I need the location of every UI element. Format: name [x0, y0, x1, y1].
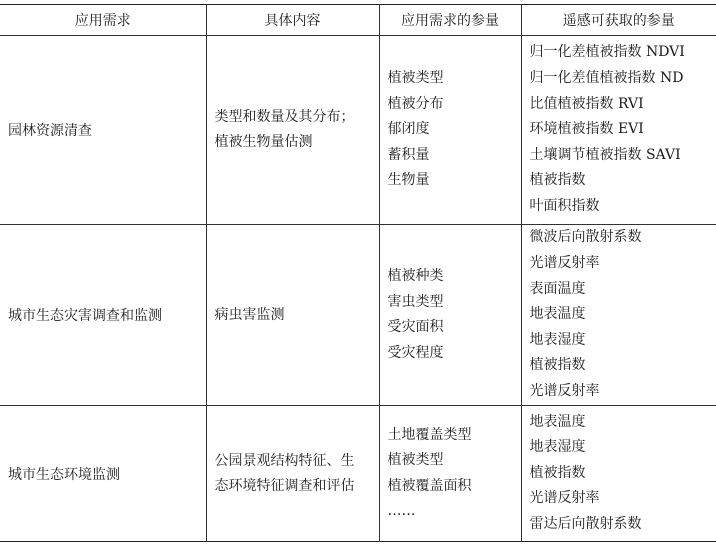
- sensed-item: 土壤调节植被指数 SAVI: [529, 146, 681, 163]
- requirement-cell: 园林资源清查: [0, 36, 206, 225]
- header-content: 具体内容: [206, 5, 379, 36]
- sensed-item: 植被指数: [529, 464, 586, 481]
- sensed-item: 环境植被指数 EVI: [529, 121, 644, 138]
- header-requirement: 应用需求: [0, 5, 206, 36]
- sensed-item: 光谱反射率: [529, 490, 600, 507]
- content-cell: [206, 406, 379, 542]
- header-params: 应用需求的参量: [379, 5, 521, 36]
- sensed-item: 比值植被指数 RVI: [529, 95, 644, 112]
- sensed-item: 地表温度: [529, 306, 586, 323]
- table-row: [0, 36, 716, 225]
- table-header-row: [0, 5, 716, 36]
- param-item: ……: [387, 503, 416, 519]
- sensed-item: 植被指数: [529, 357, 586, 374]
- requirement-cell: 城市生态环境监测: [0, 406, 206, 542]
- param-item: 生物量: [387, 172, 430, 189]
- sensed-cell: [521, 406, 716, 542]
- param-item: 受灾程度: [387, 344, 444, 361]
- params-cell: [379, 406, 521, 542]
- requirement-cell: 城市生态灾害调查和监测: [0, 225, 206, 406]
- sensed-item: 地表湿度: [529, 439, 586, 456]
- content-cell: [206, 225, 379, 406]
- content-line: 植被生物量估测: [214, 134, 313, 150]
- content-cell: [206, 36, 379, 225]
- content-line: 公园景观结构特征、生: [214, 452, 355, 469]
- content-line: 类型和数量及其分布；: [214, 109, 355, 125]
- sensed-item: 光谱反射率: [529, 382, 600, 399]
- param-item: 植被类型: [387, 452, 444, 468]
- param-item: 受灾面积: [387, 319, 444, 335]
- sensed-item: 微波后向散射系数: [529, 229, 642, 246]
- param-item: 植被种类: [387, 268, 444, 284]
- requirements-table: [0, 4, 716, 542]
- sensed-item: 雷达后向散射系数: [529, 515, 642, 532]
- param-item: 植被覆盖面积: [387, 477, 472, 494]
- sensed-item: 叶面积指数: [529, 197, 600, 214]
- sensed-cell: [521, 36, 716, 225]
- sensed-item: 地表湿度: [529, 331, 586, 348]
- param-item: 土地覆盖类型: [387, 426, 472, 443]
- table-row: [0, 406, 716, 542]
- header-sensed: 遥感可获取的参量: [521, 5, 716, 36]
- sensed-item: 表面温度: [529, 280, 586, 297]
- param-item: 郁闭度: [387, 121, 430, 138]
- param-item: 植被类型: [387, 70, 444, 87]
- sensed-item: 归一化差植被指数 NDVI: [529, 44, 685, 61]
- sensed-cell: [521, 225, 716, 406]
- param-item: 蓄积量: [387, 146, 430, 163]
- sensed-item: 植被指数: [529, 172, 586, 189]
- params-cell: [379, 36, 521, 225]
- sensed-item: 地表温度: [529, 413, 586, 430]
- sensed-item: 光谱反射率: [529, 255, 600, 272]
- param-item: 害虫类型: [387, 293, 444, 310]
- content-line: 病虫害监测: [214, 306, 285, 323]
- params-cell: [379, 225, 521, 406]
- sensed-item: 归一化差值植被指数 ND: [529, 70, 684, 87]
- param-item: 植被分布: [387, 95, 444, 112]
- table-row: [0, 225, 716, 406]
- content-line: 态环境特征调查和评估: [214, 477, 355, 494]
